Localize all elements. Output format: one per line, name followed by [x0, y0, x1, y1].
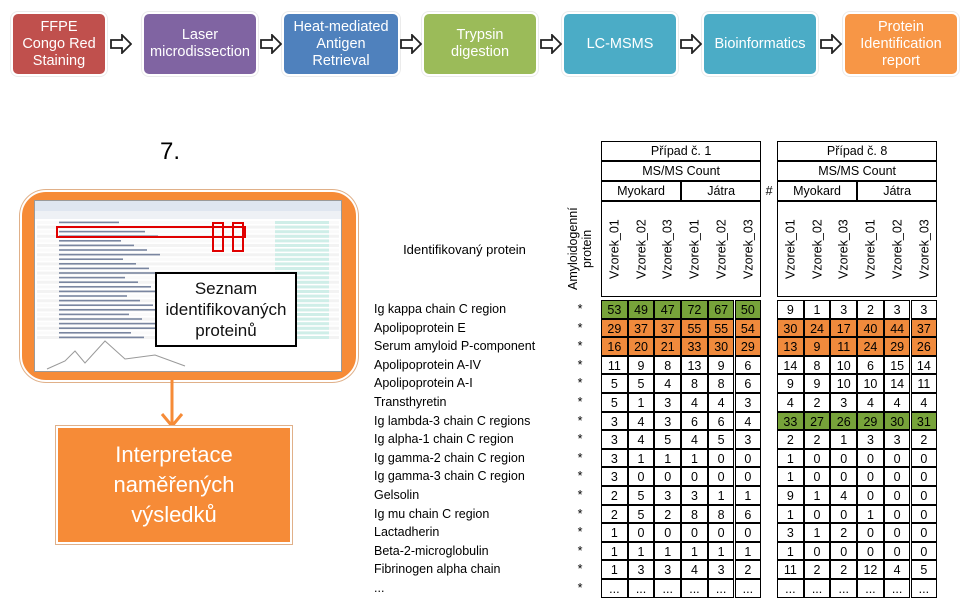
count-cell: 6 [735, 374, 762, 393]
count-cell: 2 [601, 505, 628, 524]
count-cell: 53 [601, 300, 628, 319]
amyloid-flag: * [577, 506, 583, 521]
count-cell: 4 [884, 393, 911, 412]
count-cell: ... [601, 579, 628, 598]
amyloid-column-header: Amyloidogenní protein [566, 207, 594, 291]
count-cell: 11 [830, 337, 857, 356]
count-cell: 4 [857, 393, 884, 412]
sample-header: Vzorek_03 [740, 219, 755, 279]
count-cell: 9 [804, 374, 831, 393]
count-cell: 3 [884, 300, 911, 319]
count-cell: 8 [681, 505, 708, 524]
count-cell: 4 [654, 374, 681, 393]
count-cell: 5 [628, 486, 655, 505]
amyloid-flag: * [577, 357, 583, 372]
count-cell: 1 [601, 560, 628, 579]
count-cell: 55 [708, 319, 735, 338]
count-cell: 3 [911, 300, 938, 319]
count-cell: 0 [804, 467, 831, 486]
count-cell: 37 [911, 319, 938, 338]
count-cell: ... [708, 579, 735, 598]
count-cell: 49 [628, 300, 655, 319]
count-cell: 3 [708, 560, 735, 579]
protein-name: Ig gamma-2 chain C region [374, 450, 525, 465]
case2-group-jatra: Játra [857, 181, 937, 201]
down-arrow-icon [160, 380, 184, 430]
count-cell: 3 [654, 412, 681, 431]
count-cell: 2 [804, 430, 831, 449]
amyloid-flag: * [577, 450, 583, 465]
count-cell: 0 [857, 486, 884, 505]
count-cell: 1 [777, 449, 804, 468]
count-cell: ... [911, 579, 938, 598]
count-cell: 0 [804, 542, 831, 561]
protein-name: Ig lambda-3 chain C regions [374, 413, 531, 428]
count-cell: 30 [884, 412, 911, 431]
count-cell: 1 [601, 523, 628, 542]
sample-header: Vzorek_01 [687, 219, 702, 279]
protein-name: Ig kappa chain C region [374, 302, 507, 316]
count-cell: 29 [857, 412, 884, 431]
protein-name: Ig mu chain C region [374, 506, 490, 521]
count-cell: 0 [857, 542, 884, 561]
count-cell: 6 [857, 356, 884, 375]
right-arrow-icon [400, 34, 422, 54]
case1-group-jatra: Játra [681, 181, 761, 201]
count-cell: 1 [804, 486, 831, 505]
count-cell: 0 [681, 467, 708, 486]
sample-header: Vzorek_02 [634, 219, 649, 279]
count-cell: 14 [777, 356, 804, 375]
count-cell: 29 [884, 337, 911, 356]
count-cell: 2 [654, 505, 681, 524]
count-cell: 0 [708, 467, 735, 486]
count-cell: 0 [911, 486, 938, 505]
count-cell: 33 [681, 337, 708, 356]
count-cell: 1 [777, 505, 804, 524]
count-cell: 4 [708, 393, 735, 412]
count-cell: 0 [884, 449, 911, 468]
amyloid-flag: * [577, 525, 583, 540]
count-cell: 0 [708, 523, 735, 542]
count-cell: 15 [884, 356, 911, 375]
protein-name: Fibrinogen alpha chain [374, 562, 501, 577]
count-cell: 0 [654, 523, 681, 542]
count-cell: 8 [681, 374, 708, 393]
count-cell: ... [857, 579, 884, 598]
right-arrow-icon [820, 34, 842, 54]
count-cell: 0 [830, 505, 857, 524]
sample-header: Vzorek_02 [890, 219, 905, 279]
protein-list-box: Seznam identifikovaných proteinů [155, 272, 297, 347]
count-cell: 0 [804, 505, 831, 524]
count-cell: 1 [777, 542, 804, 561]
right-arrow-icon [680, 34, 702, 54]
count-cell: 6 [681, 412, 708, 431]
count-cell: 5 [911, 560, 938, 579]
sample-header: Vzorek_01 [863, 219, 878, 279]
workflow-step: FFPE Congo Red Staining [11, 12, 107, 76]
count-cell: 3 [830, 300, 857, 319]
count-cell: 5 [601, 393, 628, 412]
count-cell: 0 [830, 542, 857, 561]
count-cell: 21 [654, 337, 681, 356]
count-cell: 50 [735, 300, 762, 319]
count-cell: 2 [857, 300, 884, 319]
count-cell: 2 [830, 523, 857, 542]
count-cell: 11 [911, 374, 938, 393]
count-cell: 72 [681, 300, 708, 319]
count-cell: 3 [601, 467, 628, 486]
count-cell: 0 [884, 486, 911, 505]
count-cell: 9 [804, 337, 831, 356]
count-cell: 0 [735, 467, 762, 486]
count-cell: 4 [628, 430, 655, 449]
count-cell: 5 [628, 374, 655, 393]
count-cell: ... [804, 579, 831, 598]
count-cell: 1 [708, 542, 735, 561]
workflow-step: Bioinformatics [702, 12, 818, 76]
count-cell: 4 [681, 430, 708, 449]
count-cell: 40 [857, 319, 884, 338]
count-cell: 3 [735, 430, 762, 449]
count-cell: 4 [911, 393, 938, 412]
count-cell: 1 [654, 542, 681, 561]
count-cell: 6 [735, 505, 762, 524]
count-cell: 0 [857, 523, 884, 542]
count-cell: 3 [735, 393, 762, 412]
case1-subtitle: MS/MS Count [601, 161, 761, 181]
protein-name: Apolipoprotein A-I [374, 376, 473, 391]
count-cell: 0 [911, 467, 938, 486]
count-cell: 9 [777, 486, 804, 505]
count-cell: 24 [857, 337, 884, 356]
count-cell: 0 [911, 542, 938, 561]
case2-group-myokard: Myokard [777, 181, 857, 201]
count-cell: 4 [884, 560, 911, 579]
count-cell: 4 [735, 412, 762, 431]
count-cell: 11 [601, 356, 628, 375]
case1-sample-header-box [601, 201, 761, 297]
count-cell: 8 [804, 356, 831, 375]
amyloid-flag: * [577, 302, 583, 316]
count-cell: 0 [884, 542, 911, 561]
protein-name: Lactadherin [374, 525, 440, 540]
count-cell: 30 [777, 319, 804, 338]
case1-title: Případ č. 1 [601, 141, 761, 161]
case2-sample-header-box [777, 201, 937, 297]
count-cell: 0 [857, 467, 884, 486]
count-cell: 2 [735, 560, 762, 579]
count-cell: 1 [654, 449, 681, 468]
count-cell: 2 [601, 486, 628, 505]
count-cell: ... [830, 579, 857, 598]
count-cell: 8 [654, 356, 681, 375]
count-cell: 1 [830, 430, 857, 449]
count-cell: 2 [830, 560, 857, 579]
count-cell: ... [735, 579, 762, 598]
count-cell: 9 [708, 356, 735, 375]
count-cell: 0 [884, 467, 911, 486]
count-cell: 16 [601, 337, 628, 356]
count-cell: 5 [601, 374, 628, 393]
count-cell: 13 [777, 337, 804, 356]
count-cell: 1 [804, 300, 831, 319]
protein-name: Gelsolin [374, 488, 420, 502]
count-cell: 1 [708, 486, 735, 505]
count-cell: 4 [681, 393, 708, 412]
count-cell: 0 [830, 449, 857, 468]
count-cell: 29 [601, 319, 628, 338]
workflow-step: Laser microdissection [142, 12, 258, 76]
count-cell: 37 [628, 319, 655, 338]
count-cell: 14 [911, 356, 938, 375]
count-cell: 1 [777, 467, 804, 486]
count-cell: 37 [654, 319, 681, 338]
right-arrow-icon [540, 34, 562, 54]
workflow-step: Heat-mediated Antigen Retrieval [282, 12, 400, 76]
count-cell: 6 [708, 412, 735, 431]
count-cell: 0 [884, 523, 911, 542]
count-cell: 24 [804, 319, 831, 338]
count-cell: 10 [830, 356, 857, 375]
count-cell: 26 [911, 337, 938, 356]
sample-header: Vzorek_02 [810, 219, 825, 279]
count-cell: 0 [681, 523, 708, 542]
amyloid-flag: * [577, 413, 583, 428]
count-cell: 0 [654, 467, 681, 486]
case1-group-myokard: Myokard [601, 181, 681, 201]
count-cell: 9 [628, 356, 655, 375]
step-number: 7. [160, 138, 181, 165]
protein-name: Transthyretin [374, 395, 447, 409]
count-cell: 31 [911, 412, 938, 431]
count-cell: 0 [735, 449, 762, 468]
protein-name: Apolipoprotein E [374, 320, 466, 335]
count-cell: 9 [777, 300, 804, 319]
count-cell: 4 [628, 412, 655, 431]
count-cell: 54 [735, 319, 762, 338]
workflow-step: Protein Identification report [843, 12, 959, 76]
case2-subtitle: MS/MS Count [777, 161, 937, 181]
count-cell: 11 [777, 560, 804, 579]
protein-name: ... [374, 581, 385, 595]
sample-header: Vzorek_03 [836, 219, 851, 279]
sample-header: Vzorek_02 [714, 219, 729, 279]
count-cell: 0 [708, 449, 735, 468]
count-cell: 1 [857, 505, 884, 524]
count-cell: 5 [628, 505, 655, 524]
amyloid-flag: * [577, 320, 583, 335]
count-cell: 33 [777, 412, 804, 431]
protein-column-header: Identifikovaný protein [403, 241, 526, 257]
count-cell: 9 [777, 374, 804, 393]
count-cell: 4 [830, 486, 857, 505]
count-cell: 0 [804, 449, 831, 468]
count-cell: 47 [654, 300, 681, 319]
count-cell: 17 [830, 319, 857, 338]
amyloid-flag: * [577, 432, 583, 447]
hash-mark: # [765, 184, 773, 198]
count-cell: 67 [708, 300, 735, 319]
count-cell: 3 [681, 486, 708, 505]
count-cell: ... [654, 579, 681, 598]
protein-name: Apolipoprotein A-IV [374, 357, 482, 372]
sample-header: Vzorek_03 [916, 219, 931, 279]
count-cell: 0 [628, 523, 655, 542]
count-cell: 8 [708, 505, 735, 524]
sample-header: Vzorek_01 [607, 219, 622, 279]
count-cell: 10 [857, 374, 884, 393]
count-cell: 3 [777, 523, 804, 542]
count-cell: 4 [681, 560, 708, 579]
count-cell: 1 [735, 542, 762, 561]
count-cell: 0 [884, 505, 911, 524]
protein-name: Ig alpha-1 chain C region [374, 432, 514, 447]
count-cell: 0 [830, 467, 857, 486]
count-cell: ... [777, 579, 804, 598]
count-cell: 3 [654, 393, 681, 412]
count-cell: 1 [628, 393, 655, 412]
count-cell: 1 [628, 542, 655, 561]
count-cell: 3 [654, 560, 681, 579]
count-cell: 4 [777, 393, 804, 412]
count-cell: 0 [857, 449, 884, 468]
count-cell: 1 [735, 486, 762, 505]
count-cell: 1 [601, 542, 628, 561]
sample-header: Vzorek_03 [660, 219, 675, 279]
count-cell: 20 [628, 337, 655, 356]
count-cell: 0 [911, 449, 938, 468]
count-cell: 3 [628, 560, 655, 579]
count-cell: 0 [735, 523, 762, 542]
count-cell: 44 [884, 319, 911, 338]
count-cell: 10 [830, 374, 857, 393]
count-cell: 3 [601, 412, 628, 431]
protein-name: Ig gamma-3 chain C region [374, 469, 525, 484]
sample-header: Vzorek_01 [783, 219, 798, 279]
count-cell: 29 [735, 337, 762, 356]
count-cell: 13 [681, 356, 708, 375]
count-cell: 2 [804, 393, 831, 412]
count-cell: 55 [681, 319, 708, 338]
amyloid-flag: * [577, 581, 583, 595]
count-cell: 5 [708, 430, 735, 449]
case2-title: Případ č. 8 [777, 141, 937, 161]
count-cell: 3 [884, 430, 911, 449]
count-cell: 12 [857, 560, 884, 579]
count-cell: 0 [628, 467, 655, 486]
count-cell: 3 [601, 430, 628, 449]
interpretation-box: Interpretace naměřených výsledků [56, 426, 292, 544]
amyloid-flag: * [577, 339, 583, 354]
count-cell: 0 [911, 523, 938, 542]
workflow-step: Trypsin digestion [422, 12, 538, 76]
count-cell: 3 [654, 486, 681, 505]
count-cell: 14 [884, 374, 911, 393]
count-cell: 8 [708, 374, 735, 393]
count-cell: 3 [857, 430, 884, 449]
count-cell: 2 [911, 430, 938, 449]
count-cell: 30 [708, 337, 735, 356]
right-arrow-icon [110, 34, 132, 54]
count-cell: ... [884, 579, 911, 598]
right-arrow-icon [260, 34, 282, 54]
count-cell: 6 [735, 356, 762, 375]
amyloid-flag: * [577, 469, 583, 484]
protein-name: Serum amyloid P-component [374, 339, 536, 354]
amyloid-flag: * [577, 395, 583, 409]
count-cell: 26 [830, 412, 857, 431]
count-cell: ... [681, 579, 708, 598]
amyloid-flag: * [577, 562, 583, 577]
count-cell: ... [628, 579, 655, 598]
amyloid-flag: * [577, 376, 583, 391]
amyloid-flag: * [577, 488, 583, 502]
count-cell: 27 [804, 412, 831, 431]
count-cell: 1 [681, 449, 708, 468]
count-cell: 1 [804, 523, 831, 542]
count-cell: 2 [804, 560, 831, 579]
count-cell: 1 [628, 449, 655, 468]
count-cell: 2 [777, 430, 804, 449]
count-cell: 3 [830, 393, 857, 412]
amyloid-flag: * [577, 543, 583, 558]
count-cell: 5 [654, 430, 681, 449]
count-cell: 0 [911, 505, 938, 524]
protein-name: Beta-2-microglobulin [374, 543, 489, 558]
workflow-step: LC-MSMS [562, 12, 678, 76]
count-cell: 1 [681, 542, 708, 561]
count-cell: 3 [601, 449, 628, 468]
